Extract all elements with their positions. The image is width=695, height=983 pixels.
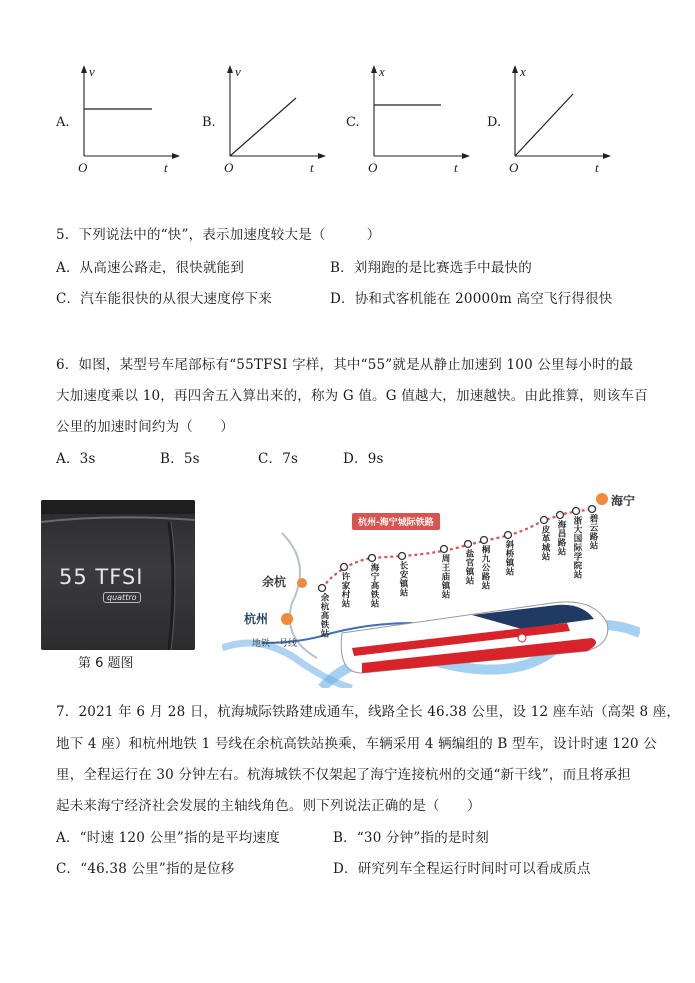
station-7: 桐九公路站	[480, 545, 490, 590]
car-rear-photo	[41, 500, 195, 650]
graph-b-y-label: v	[235, 64, 241, 79]
q7-line-2: 地下 4 座）和杭州地铁 1 号线在余杭高铁站换乘，车辆采用 4 辆编组的 B 型车，设计时速 120 公	[56, 736, 657, 752]
q7-line-3: 里，全程运行在 30 分钟左右。杭海城铁不仅架起了海宁连接杭州的交通“新干线”，而且将承担	[56, 767, 632, 783]
station-2: 许家村站	[340, 572, 350, 608]
graph-a-x-label: t	[164, 160, 168, 175]
station-10: 海昌路站	[556, 520, 566, 556]
graph-d-origin: O	[509, 160, 519, 175]
q7-line-1: 7．2021 年 6 月 28 日，杭海城际铁路建成通车，线路全长 46.38 公里，设 12 座车站（高架 8 座，	[56, 704, 681, 720]
q6-option-d[interactable]: D．9s	[343, 451, 384, 467]
station-1: 余杭高铁站	[319, 593, 329, 638]
q5-option-b[interactable]: B．刘翔跑的是比赛选手中最快的	[330, 260, 532, 276]
graph-b	[202, 60, 332, 175]
graph-d	[487, 60, 617, 175]
graph-c	[346, 60, 476, 175]
city-haining: 海宁	[611, 494, 636, 508]
graph-a-label: A.	[56, 115, 70, 130]
q7-option-b[interactable]: B．“30 分钟”指的是时刻	[333, 830, 489, 846]
graph-c-x-label: t	[454, 160, 458, 175]
train-illustration	[341, 602, 608, 673]
station-4: 长安镇站	[398, 561, 408, 597]
station-3: 海宁高铁站	[369, 563, 379, 608]
station-8: 斜桥镇站	[504, 540, 514, 576]
figure-6-caption: 第 6 题图	[78, 656, 134, 671]
graph-c-label: C.	[346, 115, 360, 130]
station-5: 周王庙镇站	[440, 554, 450, 599]
station-11: 浙大国际学院站	[572, 516, 582, 579]
q5-option-c[interactable]: C．汽车能很快的从很大速度停下来	[56, 291, 273, 307]
station-6: 盐官镇站	[464, 549, 474, 585]
graph-c-y-label: x	[379, 64, 385, 79]
q7-line-4: 起未来海宁经济社会发展的主轴线角色。则下列说法正确的是（ ）	[56, 798, 481, 814]
city-yuhang: 余杭	[262, 575, 287, 589]
q5-stem: 5．下列说法中的“快”，表示加速度较大是（ ）	[56, 227, 381, 243]
rail-map	[222, 473, 640, 688]
q6-option-b[interactable]: B．5s	[160, 451, 200, 467]
car-badge-sub: quattro	[103, 592, 141, 603]
graph-d-y-label: x	[520, 64, 526, 79]
graph-a	[56, 60, 186, 175]
q6-line-2: 大加速度乘以 10，再四舍五入算出来的，称为 G 值。G 值越大，加速越快。由此推算，则该车百	[56, 388, 648, 404]
car-badge-text: 55 TFSI	[59, 565, 144, 589]
q6-option-a[interactable]: A．3s	[56, 451, 96, 467]
graph-d-label: D.	[487, 115, 502, 130]
metro-label: 地铁一号线	[252, 639, 298, 649]
graph-b-origin: O	[224, 160, 234, 175]
q5-option-d[interactable]: D．协和式客机能在 20000m 高空飞行得很快	[330, 291, 613, 307]
q6-option-c[interactable]: C．7s	[258, 451, 299, 467]
q7-option-d[interactable]: D．研究列车全程运行时间时可以看成质点	[333, 861, 591, 877]
q7-option-a[interactable]: A．“时速 120 公里”指的是平均速度	[56, 830, 280, 846]
city-hangzhou: 杭州	[244, 612, 269, 626]
graph-a-y-label: v	[89, 64, 95, 79]
graph-b-x-label: t	[310, 160, 314, 175]
q6-line-1: 6．如图，某型号车尾部标有“55TFSI 字样，其中“55”就是从静止加速到 100 公里每小时的最	[56, 357, 634, 373]
q7-option-c[interactable]: C．“46.38 公里”指的是位移	[56, 861, 235, 877]
station-9: 皮革城站	[540, 525, 550, 561]
q5-option-a[interactable]: A．从高速公路走，很快就能到	[56, 260, 245, 276]
graph-d-x-label: t	[595, 160, 599, 175]
graph-c-origin: O	[368, 160, 378, 175]
map-title: 杭州-海宁城际铁路	[352, 513, 440, 530]
graph-a-origin: O	[78, 160, 88, 175]
station-12: 碧云路站	[588, 514, 598, 550]
q6-line-3: 公里的加速时间约为（ ）	[56, 419, 235, 435]
graph-b-label: B.	[202, 115, 216, 130]
